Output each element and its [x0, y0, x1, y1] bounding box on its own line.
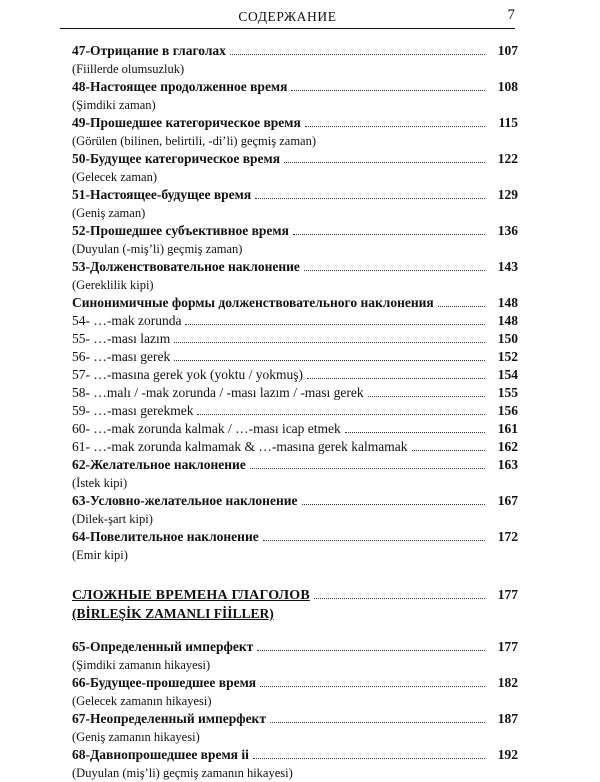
toc-entry-title: 57- …-masına gerek yok (yoktu / yokmuş) — [72, 367, 303, 382]
toc-entry — [72, 78, 518, 114]
toc-entry-title: 55- …-ması lazım — [72, 331, 171, 346]
leader-dots — [305, 126, 485, 127]
toc-entry — [72, 710, 518, 746]
leader-dots — [253, 758, 485, 759]
toc-entry-page: 115 — [498, 115, 518, 130]
toc-list — [72, 42, 518, 782]
toc-entry-page: 150 — [497, 331, 518, 346]
toc-entry-page: 108 — [497, 79, 518, 94]
leader-dots — [270, 722, 485, 723]
toc-entry-title: 61- …-mak zorunda kalmamak & …-masına gerek kalmamak — [72, 439, 408, 454]
toc-entry — [72, 114, 518, 150]
toc-entry-subtitle: (İstek kipi) — [72, 476, 128, 490]
toc-entry-title: 59- …-ması gerekmek — [72, 403, 194, 418]
leader-dots — [174, 342, 485, 343]
toc-entry — [72, 330, 518, 348]
toc-entry-subtitle: (Gelecek zaman) — [72, 170, 158, 184]
toc-entry — [72, 456, 518, 492]
toc-entry-subtitle: (Fiillerde olumsuzluk) — [72, 62, 185, 76]
toc-entry-title: Синонимичные формы долженствовательного наклонения — [72, 295, 434, 310]
toc-section — [72, 586, 518, 624]
toc-entry-subtitle: (Gereklilik kipi) — [72, 278, 154, 292]
leader-dots — [197, 414, 485, 415]
toc-entry-title: 51-Настоящее-будущее время — [72, 187, 252, 202]
toc-entry — [72, 384, 518, 402]
toc-entry-page: 148 — [497, 313, 518, 328]
toc-entry-subtitle: (Emir kipi) — [72, 548, 128, 562]
toc-entry-page: 152 — [497, 349, 518, 364]
section-title: СЛОЖНЫЕ ВРЕМЕНА ГЛАГОЛОВ — [72, 588, 310, 603]
toc-entry-page: 156 — [497, 403, 518, 418]
toc-entry — [72, 150, 518, 186]
toc-entry — [72, 186, 518, 222]
section-page: 177 — [497, 587, 518, 602]
leader-dots — [255, 198, 485, 199]
leader-dots — [304, 270, 485, 271]
toc-entry — [72, 420, 518, 438]
leader-dots — [260, 686, 485, 687]
leader-dots — [307, 378, 485, 379]
toc-entry-subtitle: (Duyulan (miş’li) geçmiş zamanın hikayesi) — [72, 766, 293, 780]
toc-entry — [72, 438, 518, 456]
toc-entry-title: 66-Будущее-прошедшее время — [72, 675, 257, 690]
toc-entry-title: 48-Настоящее продолженное время — [72, 79, 288, 94]
toc-entry — [72, 528, 518, 564]
toc-entry-page: 148 — [497, 295, 518, 310]
toc-entry-title: 56- …-ması gerek — [72, 349, 171, 364]
toc-entry-title: 62-Желательное наклонение — [72, 457, 246, 472]
toc-entry-page: 143 — [497, 259, 518, 274]
leader-dots — [257, 650, 485, 651]
leader-dots — [438, 306, 485, 307]
leader-dots — [412, 450, 485, 451]
toc-entry — [72, 42, 518, 78]
section-gap — [72, 564, 518, 586]
toc-entry-subtitle: (Şimdiki zamanın hikayesi) — [72, 658, 211, 672]
toc-entry-page: 136 — [497, 223, 518, 238]
toc-entry-title: 68-Давнопрошедшее время іі — [72, 747, 249, 762]
toc-entry — [72, 402, 518, 420]
toc-entry-page: 155 — [497, 385, 518, 400]
toc-entry — [72, 746, 518, 782]
toc-entry-title: 58- …malı / -mak zorunda / -ması lazım / -ması gerek — [72, 385, 364, 400]
leader-dots — [291, 90, 485, 91]
leader-dots — [302, 504, 486, 505]
toc-entry-page: 192 — [497, 747, 518, 762]
toc-entry-subtitle: (Duyulan (-miş’li) geçmiş zaman) — [72, 242, 243, 256]
toc-entry-page: 122 — [497, 151, 518, 166]
leader-dots — [368, 396, 485, 397]
toc-entry — [72, 492, 518, 528]
toc-entry — [72, 222, 518, 258]
toc-entry-page: 107 — [497, 43, 518, 58]
toc-entry-page: 182 — [497, 675, 518, 690]
toc-entry-title: 50-Будущее категорическое время — [72, 151, 281, 166]
toc-entry — [72, 348, 518, 366]
toc-entry-page: 172 — [497, 529, 518, 544]
toc-entry-page: 187 — [497, 711, 518, 726]
page-header — [60, 6, 515, 29]
leader-dots — [314, 598, 485, 599]
leader-dots — [230, 54, 485, 55]
toc-entry-title: 65-Определенный имперфект — [72, 639, 254, 654]
toc-entry — [72, 674, 518, 710]
toc-entry-subtitle: (Geniş zaman) — [72, 206, 146, 220]
section-subtitle: (BİRLEŞİK ZAMANLI FİİLLER) — [72, 606, 274, 621]
toc-entry — [72, 258, 518, 294]
toc-entry-page: 129 — [497, 187, 518, 202]
toc-entry-title: 49-Прошедшее категорическое время — [72, 115, 301, 130]
toc-entry-page: 163 — [497, 457, 518, 472]
header-title: СОДЕРЖАНИЕ — [238, 9, 337, 24]
page-number: 7 — [507, 7, 515, 23]
toc-entry-page: 162 — [497, 439, 518, 454]
toc-entry-title: 63-Условно-желательное наклонение — [72, 493, 298, 508]
toc-entry-page: 154 — [497, 367, 518, 382]
leader-dots — [284, 162, 485, 163]
toc-entry-page: 177 — [497, 639, 518, 654]
toc-entry-subtitle: (Geniş zamanın hikayesi) — [72, 730, 200, 744]
toc-entry-title: 67-Неопределенный имперфект — [72, 711, 266, 726]
toc-entry — [72, 638, 518, 674]
toc-entry-page: 167 — [497, 493, 518, 508]
toc-entry-title: 54- …-mak zorunda — [72, 313, 182, 328]
leader-dots — [293, 234, 485, 235]
leader-dots — [263, 540, 485, 541]
toc-entry-title: 60- …-mak zorunda kalmak / …-ması icap etmek — [72, 421, 341, 436]
toc-entry-subtitle: (Görülen (bilinen, belirtili, -di’li) geçmiş zaman) — [72, 134, 317, 148]
toc-entry-title: 53-Долженствовательное наклонение — [72, 259, 300, 274]
leader-dots — [345, 432, 485, 433]
toc-entry-title: 64-Повелительное наклонение — [72, 529, 259, 544]
leader-dots — [250, 468, 485, 469]
toc-entry-page: 161 — [497, 421, 518, 436]
leader-dots — [185, 324, 485, 325]
toc-entry-title: 47-Отрицание в глаголах — [72, 43, 226, 58]
toc-entry-subtitle: (Dilek-şart kipi) — [72, 512, 153, 526]
toc-entry — [72, 312, 518, 330]
leader-dots — [174, 360, 485, 361]
toc-entry-subtitle: (Gelecek zamanın hikayesi) — [72, 694, 212, 708]
toc-entry-title: 52-Прошедшее субъективное время — [72, 223, 289, 238]
toc-entry — [72, 366, 518, 384]
toc-entry-subtitle: (Şimdiki zaman) — [72, 98, 156, 112]
section-gap-2 — [72, 624, 518, 638]
toc-entry — [72, 294, 518, 312]
